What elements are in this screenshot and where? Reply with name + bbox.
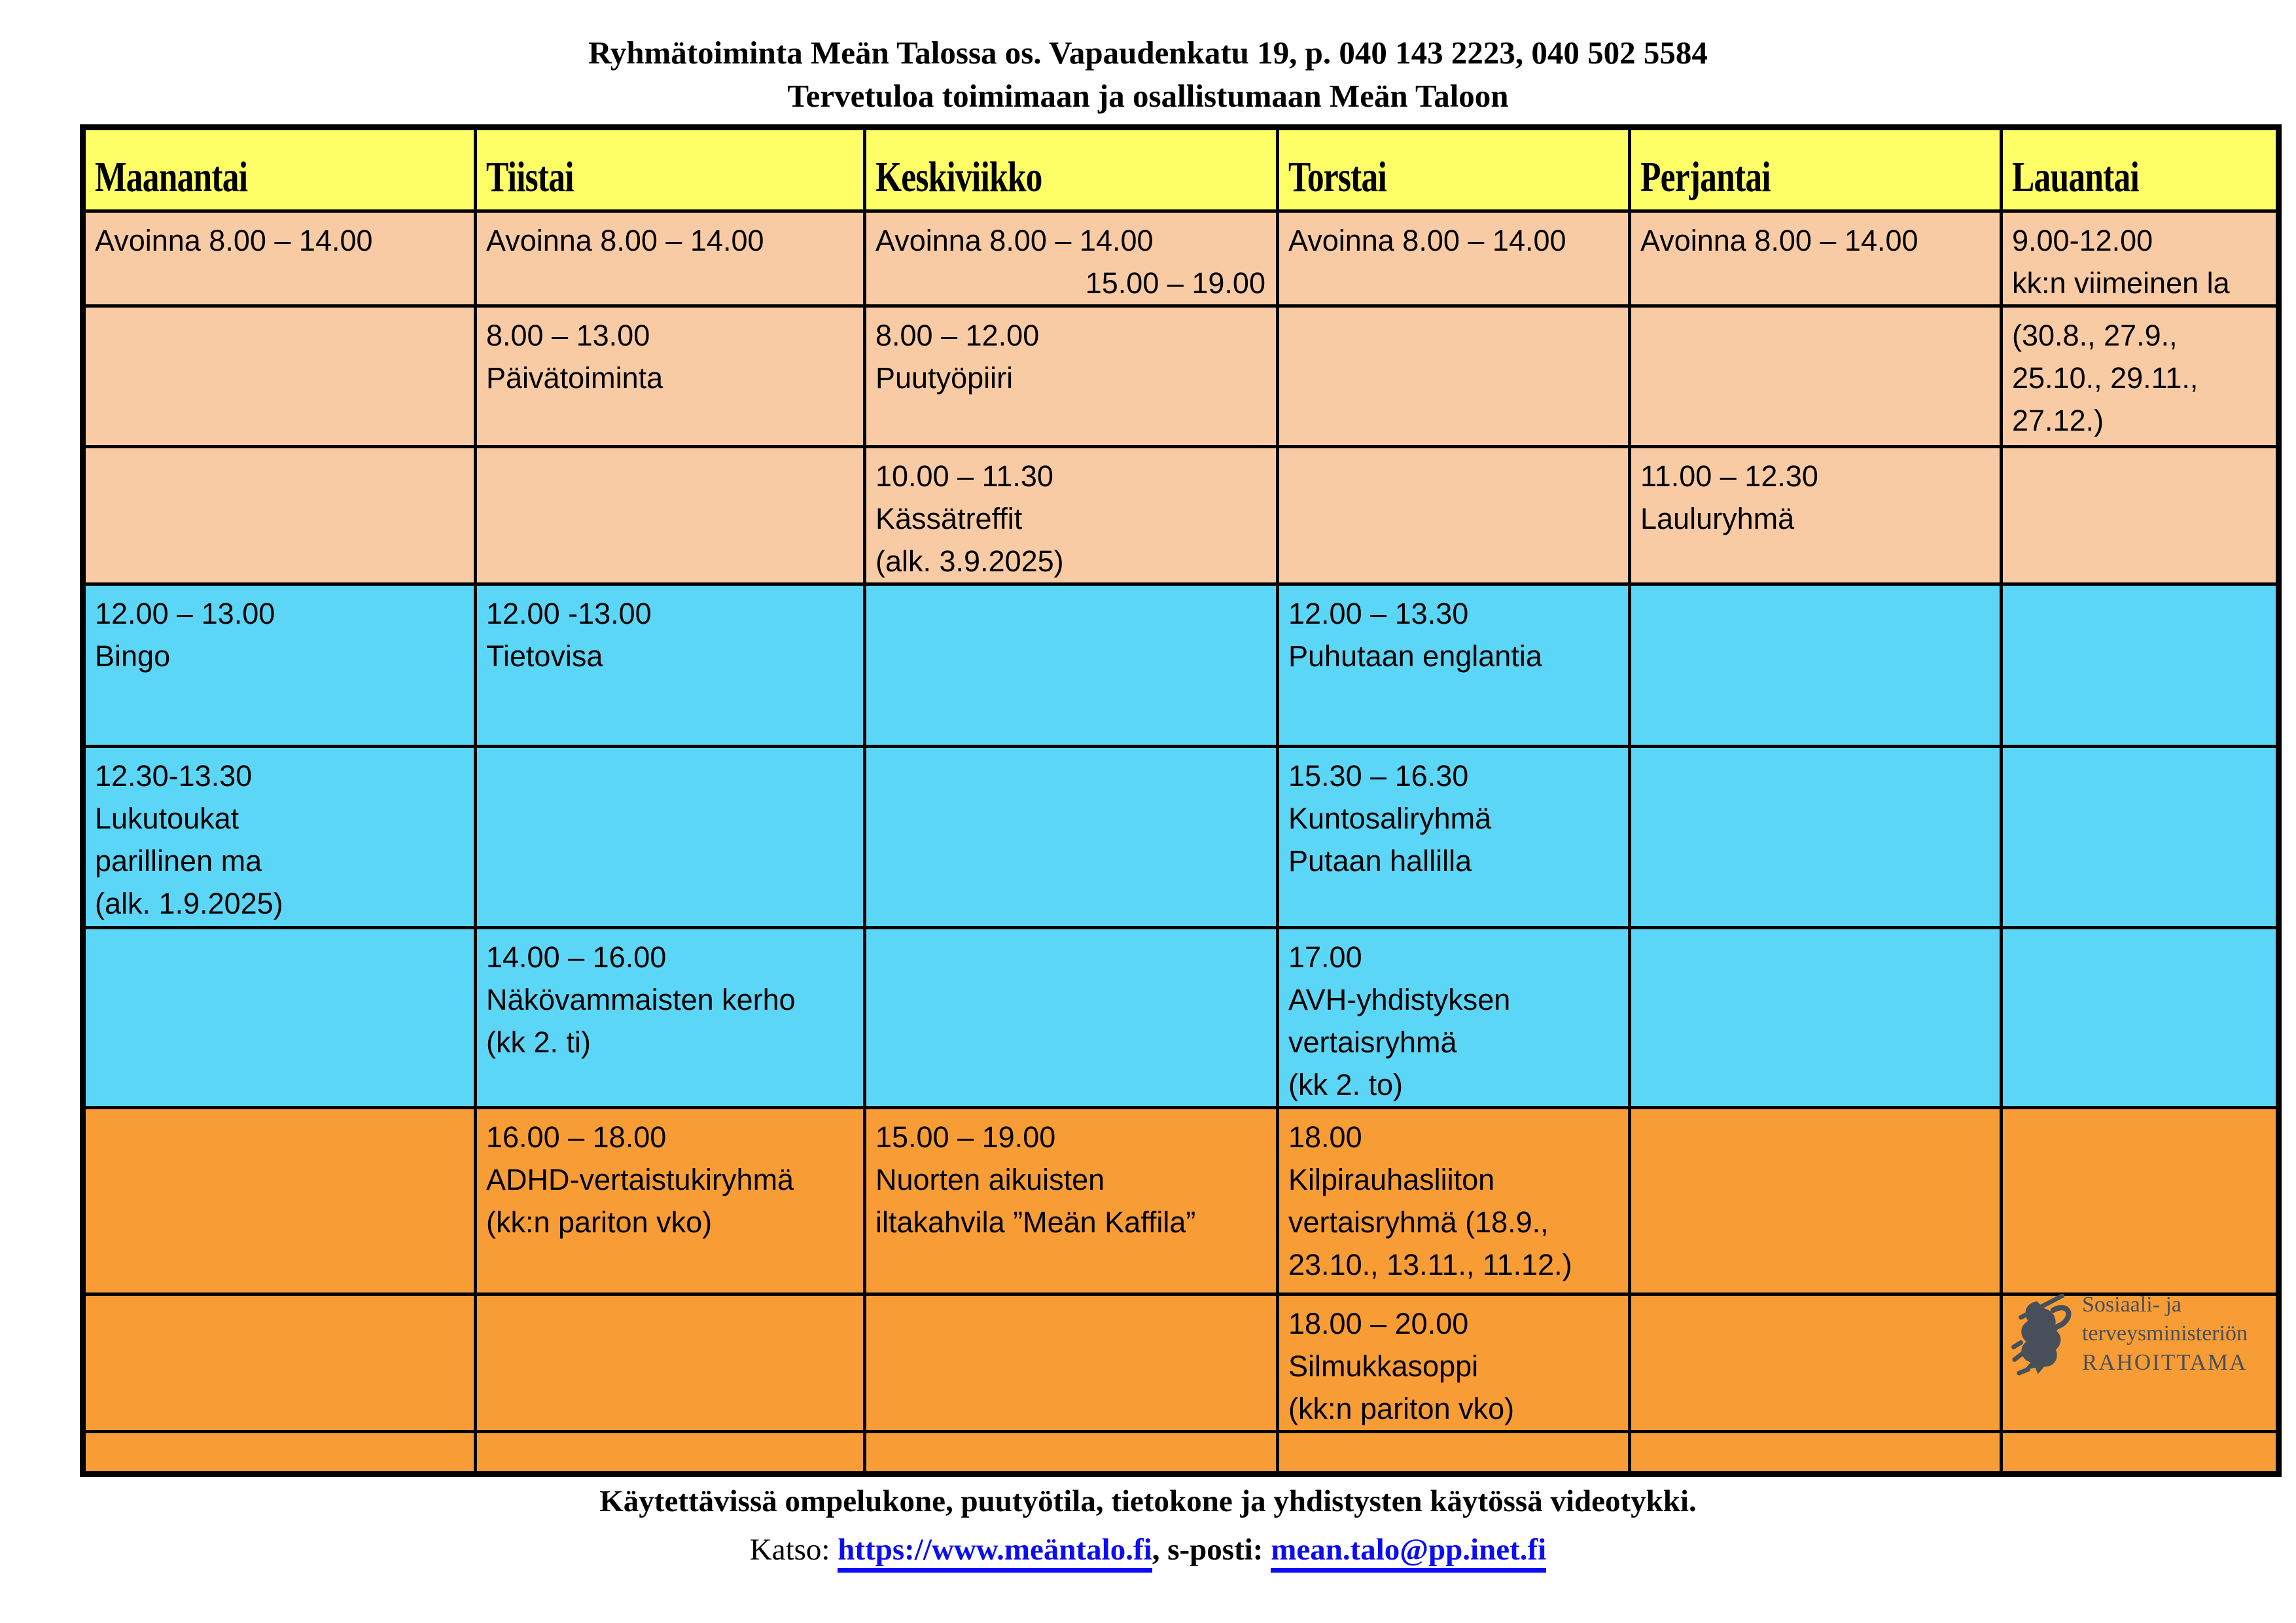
schedule-cell-lauantai	[2002, 1432, 2279, 1474]
footer-contact-line	[0, 1522, 2296, 1577]
day-header-perjantai	[1630, 128, 2002, 211]
schedule-cell-perjantai	[1630, 211, 2002, 306]
logo-line-2: terveysministeriön	[2082, 1321, 2248, 1346]
schedule-cell-torstai	[1278, 747, 1630, 928]
schedule-entry-line: 8.00 – 13.00	[486, 319, 650, 352]
day-header-torstai	[1278, 128, 1630, 211]
title-line-2: Tervetuloa toimimaan ja osallistumaan Meän Taloon	[787, 78, 1509, 114]
schedule-row	[83, 211, 2279, 306]
schedule-cell-lauantai	[2002, 447, 2279, 584]
schedule-cell-keskiviikko	[865, 1432, 1278, 1474]
schedule-cell-maanantai	[83, 747, 476, 928]
schedule-entry-line: Avoinna 8.00 – 14.00	[1288, 224, 1566, 257]
schedule-entry-line: Päivätoiminta	[486, 361, 663, 395]
schedule-cell-keskiviikko	[865, 1108, 1278, 1294]
schedule-entry-line: Näkövammaisten kerho	[486, 983, 796, 1016]
schedule-cell-maanantai	[83, 928, 476, 1108]
schedule-cell-perjantai	[1630, 1108, 2002, 1294]
schedule-row	[83, 1432, 2279, 1474]
katso-label: Katso:	[749, 1533, 838, 1567]
schedule-cell-torstai	[1278, 1108, 1630, 1294]
schedule-entry-line: Tietovisa	[486, 639, 603, 673]
day-header-maanantai	[83, 128, 476, 211]
schedule-cell-keskiviikko	[865, 211, 1278, 306]
schedule-cell-tiistai	[476, 447, 865, 584]
schedule-entry-line: (30.8., 27.9.,	[2012, 319, 2178, 352]
schedule-cell-maanantai	[83, 211, 476, 306]
schedule-entry-line: Puhutaan englantia	[1288, 639, 1542, 673]
schedule-cell-maanantai	[83, 1294, 476, 1432]
schedule-entry-line: 15.00 – 19.00	[875, 1120, 1056, 1154]
schedule-cell-perjantai	[1630, 584, 2002, 747]
schedule-row	[83, 747, 2279, 928]
schedule-cell-perjantai	[1630, 747, 2002, 928]
schedule-entry-line: Avoinna 8.00 – 14.00	[1640, 224, 1918, 257]
logo-line-3: RAHOITTAMA	[2082, 1349, 2248, 1375]
separator: ,	[1152, 1533, 1168, 1567]
schedule-cell-tiistai	[476, 1294, 865, 1432]
schedule-cell-torstai	[1278, 1294, 1630, 1432]
schedule-cell-perjantai	[1630, 447, 2002, 584]
day-label: Torstai	[1288, 153, 1386, 201]
schedule-row	[83, 1108, 2279, 1294]
schedule-row	[83, 928, 2279, 1108]
schedule-entry-line: parillinen ma	[95, 844, 262, 878]
schedule-entry-line: 17.00	[1288, 940, 1362, 974]
schedule-cell-tiistai	[476, 584, 865, 747]
schedule-cell-keskiviikko	[865, 747, 1278, 928]
schedule-cell-tiistai	[476, 928, 865, 1108]
schedule-cell-keskiviikko	[865, 306, 1278, 447]
schedule-entry-line: vertaisryhmä	[1288, 1026, 1457, 1059]
schedule-cell-perjantai	[1630, 928, 2002, 1108]
schedule-entry-line: (kk:n pariton vko)	[1288, 1392, 1515, 1425]
schedule-entry-line: Avoinna 8.00 – 14.00	[486, 224, 764, 257]
schedule-cell-maanantai	[83, 1108, 476, 1294]
schedule-entry-line: 18.00 – 20.00	[1288, 1307, 1469, 1340]
page-title	[0, 31, 2296, 118]
day-label: Perjantai	[1640, 153, 1771, 201]
schedule-entry-line: 10.00 – 11.30	[875, 459, 1053, 493]
schedule-entry-line: Avoinna 8.00 – 14.00	[875, 224, 1154, 257]
logo-line-1: Sosiaali- ja	[2082, 1293, 2182, 1317]
footer-equipment-note: Käytettävissä ompelukone, puutyötila, tietokone ja yhdistysten käytössä videotykki.	[599, 1484, 1697, 1518]
schedule-cell-torstai	[1278, 447, 1630, 584]
schedule-table	[80, 124, 2282, 1477]
schedule-entry-line: Nuorten aikuisten	[875, 1163, 1105, 1196]
schedule-entry-line: 23.10., 13.11., 11.12.)	[1288, 1248, 1572, 1281]
schedule-cell-maanantai	[83, 584, 476, 747]
day-label: Lauantai	[2012, 153, 2140, 201]
schedule-cell-maanantai	[83, 306, 476, 447]
schedule-entry-line: ADHD-vertaistukiryhmä	[486, 1163, 794, 1196]
schedule-cell-tiistai	[476, 306, 865, 447]
schedule-cell-maanantai	[83, 1432, 476, 1474]
schedule-row	[83, 306, 2279, 447]
finnish-lion-emblem-icon	[2010, 1285, 2073, 1382]
schedule-entry-line: Lauluryhmä	[1640, 502, 1795, 535]
schedule-entry-line: iltakahvila ”Meän Kaffila”	[875, 1205, 1196, 1239]
schedule-entry-line: (kk 2. to)	[1288, 1068, 1404, 1101]
schedule-cell-tiistai	[476, 747, 865, 928]
schedule-entry-line: 15.30 – 16.30	[1288, 759, 1469, 793]
schedule-entry-line: (alk. 1.9.2025)	[95, 887, 283, 920]
schedule-entry-line: 25.10., 29.11.,	[2012, 361, 2199, 395]
schedule-table-body	[83, 128, 2279, 1474]
schedule-cell-lauantai	[2002, 747, 2279, 928]
day-label: Keskiviikko	[875, 153, 1042, 201]
schedule-entry-line: Silmukkasoppi	[1288, 1349, 1479, 1383]
schedule-cell-keskiviikko	[865, 584, 1278, 747]
schedule-cell-torstai	[1278, 584, 1630, 747]
footer	[0, 1480, 2296, 1577]
schedule-entry-line: Putaan hallilla	[1288, 844, 1472, 878]
schedule-entry-line: 11.00 – 12.30	[1640, 459, 1818, 493]
schedule-cell-lauantai	[2002, 211, 2279, 306]
schedule-cell-maanantai	[83, 447, 476, 584]
schedule-entry-line: 12.30-13.30	[95, 759, 253, 793]
schedule-entry-line: 14.00 – 16.00	[486, 940, 667, 974]
website-link[interactable]: https://www.meäntalo.fi	[838, 1533, 1152, 1573]
title-line-1: Ryhmätoiminta Meän Talossa os. Vapaudenkatu 19, p. 040 143 2223, 040 502 5584	[588, 35, 1708, 71]
schedule-cell-torstai	[1278, 928, 1630, 1108]
day-label: Tiistai	[486, 153, 574, 201]
schedule-cell-keskiviikko	[865, 928, 1278, 1108]
schedule-cell-lauantai	[2002, 306, 2279, 447]
schedule-entry-line: 9.00-12.00	[2012, 224, 2153, 257]
schedule-entry-line: 12.00 – 13.00	[95, 597, 275, 630]
schedule-entry-line: kk:n viimeinen la	[2012, 266, 2230, 300]
schedule-cell-lauantai	[2002, 1108, 2279, 1294]
schedule-entry-line: 12.00 – 13.30	[1288, 597, 1469, 630]
schedule-cell-tiistai	[476, 211, 865, 306]
schedule-entry-line: 15.00 – 19.00	[1085, 266, 1265, 300]
ministry-funding-logo	[2010, 1285, 2272, 1382]
schedule-cell-lauantai	[2002, 584, 2279, 747]
schedule-entry-line: (kk:n pariton vko)	[486, 1205, 713, 1239]
schedule-cell-torstai	[1278, 306, 1630, 447]
schedule-entry-line: Puutyöpiiri	[875, 361, 1014, 395]
schedule-cell-torstai	[1278, 1432, 1630, 1474]
schedule-entry-line: vertaisryhmä (18.9.,	[1288, 1205, 1549, 1239]
schedule-entry-line: Avoinna 8.00 – 14.00	[95, 224, 373, 257]
schedule-cell-perjantai	[1630, 1432, 2002, 1474]
day-header-keskiviikko	[865, 128, 1278, 211]
schedule-entry-line: 16.00 – 18.00	[486, 1120, 667, 1154]
schedule-entry-line: Kuntosaliryhmä	[1288, 802, 1492, 835]
schedule-entry-line: AVH-yhdistyksen	[1288, 983, 1511, 1016]
schedule-entry-line: Bingo	[95, 639, 171, 673]
schedule-entry-line: Lukutoukat	[95, 802, 239, 835]
schedule-cell-keskiviikko	[865, 1294, 1278, 1432]
day-header-lauantai	[2002, 128, 2279, 211]
day-label: Maanantai	[95, 153, 248, 201]
schedule-entry-line: 18.00	[1288, 1120, 1362, 1154]
email-link[interactable]: mean.talo@pp.inet.fi	[1271, 1533, 1546, 1573]
schedule-entry-line: (alk. 3.9.2025)	[875, 544, 1064, 578]
schedule-entry-line: 12.00 -13.00	[486, 597, 652, 630]
schedule-entry-line: 8.00 – 12.00	[875, 319, 1040, 352]
schedule-entry-line: Kässätreffit	[875, 502, 1023, 535]
schedule-row	[83, 584, 2279, 747]
schedule-cell-perjantai	[1630, 1294, 2002, 1432]
schedule-row	[83, 447, 2279, 584]
sposti-label: s-posti:	[1167, 1533, 1271, 1567]
day-header-tiistai	[476, 128, 865, 211]
schedule-cell-tiistai	[476, 1432, 865, 1474]
schedule-cell-torstai	[1278, 211, 1630, 306]
schedule-cell-keskiviikko	[865, 447, 1278, 584]
schedule-row	[83, 1294, 2279, 1432]
schedule-cell-perjantai	[1630, 306, 2002, 447]
schedule-entry-line: 27.12.)	[2012, 404, 2104, 437]
schedule-entry-line: Kilpirauhasliiton	[1288, 1163, 1495, 1196]
schedule-cell-lauantai	[2002, 928, 2279, 1108]
schedule-cell-tiistai	[476, 1108, 865, 1294]
schedule-entry-line: (kk 2. ti)	[486, 1026, 592, 1059]
ministry-funding-text	[2082, 1285, 2248, 1377]
